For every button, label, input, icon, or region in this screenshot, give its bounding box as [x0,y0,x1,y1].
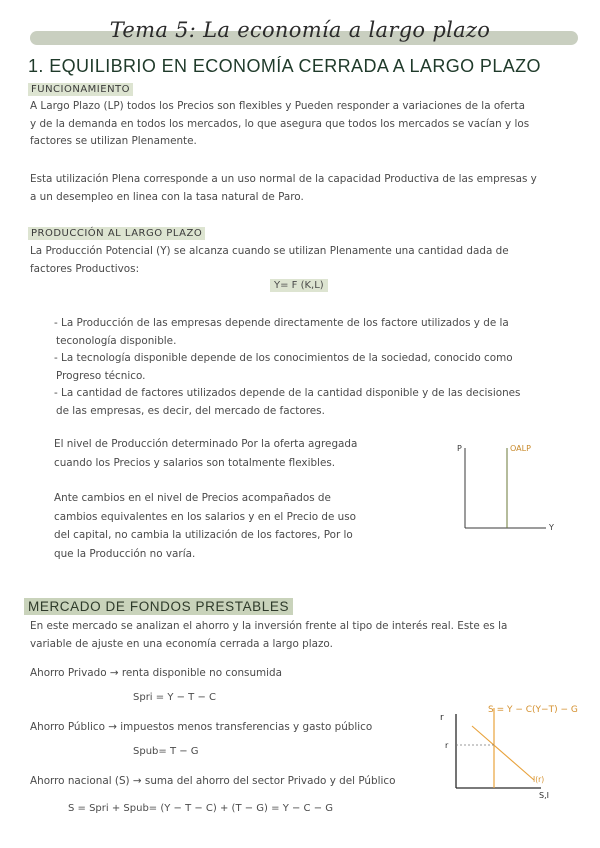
paragraph-mercado-intro: En este mercado se analizan el ahorro y la inversión frente al tipo de interés real. Este es la variable de ajuste en una economía cerrada a largo plazo. [30,620,508,650]
graph-fp-i-line [472,726,534,780]
subheading-mercado-fondos: MERCADO DE FONDOS PRESTABLES [24,598,293,615]
graph-fp-x-label: S,I [539,791,549,800]
formula-ahorro-nacional: S = Spri + Spub= (Y − T − C) + (T − G) = Y − C − G [68,803,333,814]
section-heading-equilibrio: 1. EQUILIBRIO EN ECONOMÍA CERRADA A LARGO PLAZO [28,56,541,76]
subheading-produccion: PRODUCCIÓN AL LARGO PLAZO [28,227,205,240]
list-produccion-factores: - La Producción de las empresas depende directamente de los factore utilizados y de la teconología disponible. - La tecnología disponible depende de los conocimientos de la sociedad, conocido como Progreso técnico. - La cantidad de factores utilizados depende de la cantidad disponible y de las decisiones de las empresas, es decir, del mercado de factores. [54,317,521,417]
subheading-funcionamiento: FUNCIONAMIENTO [28,83,133,96]
text-ahorro-nacional: Ahorro nacional (S) → suma del ahorro del sector Privado y del Público [30,775,396,787]
graph-oalp-curve-label: OALP [510,444,531,453]
formula-ahorro-privado: Spri = Y − T − C [133,692,216,703]
graph-oalp-y-label: P [457,444,462,453]
text-ahorro-publico: Ahorro Público → impuestos menos transferencias y gasto público [30,721,373,733]
paragraph-nivel-produccion: El nivel de Producción determinado Por la oferta agregada cuando los Precios y salarios son totalmente flexibles. [54,438,358,469]
page-title: Tema 5: La economía a largo plazo [109,18,491,42]
paragraph-funcionamiento-2: Esta utilización Plena corresponde a un uso normal de la capacidad Productiva de las empresas y a un desempleo en linea con la tasa natural de Paro. [30,173,537,203]
graph-fp-s-label: S = Y − C(Y−T) − G [488,705,578,715]
graph-fondos-prestables [436,700,596,804]
graph-fp-y-label: r [440,713,444,723]
paragraph-produccion-intro: La Producción Potencial (Y) se alcanza cuando se utilizan Plenamente una cantidad dada de factores Productivos: [30,245,509,275]
paragraph-ante-cambios: Ante cambios en el nivel de Precios acompañados de cambios equivalentes en los salarios y en el Precio de uso del capital, no cambia la utilización de los factores, Por lo que la Producción no varía. [54,492,357,560]
graph-oferta-agregada-lp [450,438,570,538]
text-ahorro-privado: Ahorro Privado → renta disponible no consumida [30,667,283,679]
formula-produccion: Y= F (K,L) [270,280,328,291]
graph-fp-i-label: I(r) [533,775,545,784]
graph-oalp-x-label: Y [549,523,554,532]
formula-ahorro-publico: Spub= T − G [133,746,199,757]
paragraph-funcionamiento-1: A Largo Plazo (LP) todos los Precios son flexibles y Pueden responder a variaciones de la oferta y de la demanda en todos los mercados, lo que asegura que todos los mercados se vacían y los factores se utilizan Plenamente. [30,100,530,147]
graph-fp-r-tick: r [445,741,449,750]
